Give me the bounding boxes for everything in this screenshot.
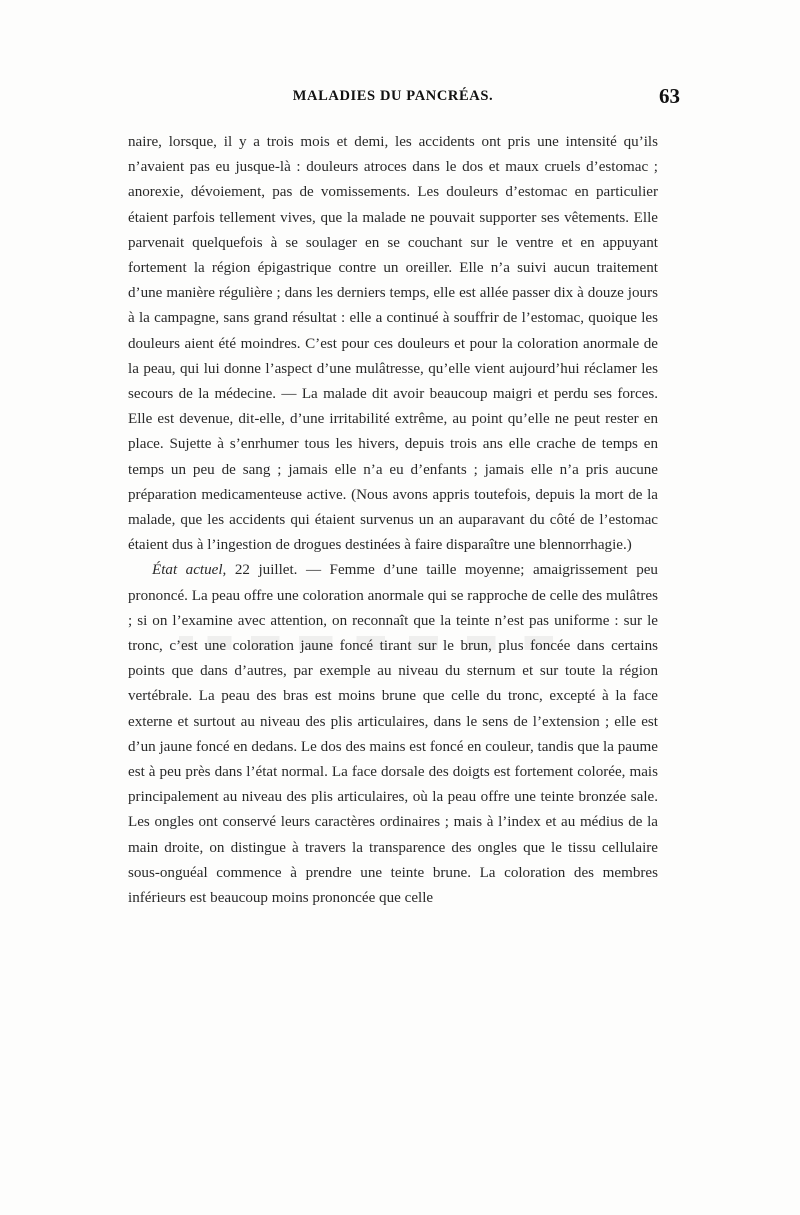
paragraph-2-text: 22 juillet. — Femme d’une taille moyenne; amaigrissement peu prononcé. La peau offre une coloration anormale qui se rapproche de celle des mulâtres ; si on l’examine avec attention, on reconnaît que la teinte n’est pas uniforme : sur le tronc, c’est une coloration jaune foncé tirant sur le brun, plus foncée dans certains points que dans d’autres, par exemple au niveau du sternum et sur toute la région vertébrale. La peau des bras est moins brune que celle du tronc, excepté à la face externe et surtout au niveau des plis articulaires, dans le sens de l’extension ; elle est d’un jaune foncé en dedans. Le dos des mains est foncé en couleur, tandis que la paume est à peu près dans l’état normal. La face dorsale des doigts est fortement colorée, mais principalement au niveau des plis articulaires, où la peau offre une teinte bronzée sale. Les ongles ont conservé leurs caractères ordinaires ; mais à l’index et au médius de la main droite, on distingue à travers la transparence des ongles que le tissu cellulaire sous-onguéal commence à prendre une teinte brune. La coloration des membres inférieurs est beaucoup moins prononcée que celle	[128, 562, 658, 907]
paragraph-1: naire, lorsque, il y a trois mois et demi, les accidents ont pris une intensité qu’ils n’avaient pas eu jusque-là : douleurs atroces dans le dos et maux cruels d’estomac ; anorexie, dévoiement, pas de vomissements. Les douleurs d’estomac en particulier étaient parfois tellement vives, que la malade ne pouvait supporter ses vêtements. Elle parvenait quelquefois à se soulager en se couchant sur le ventre et en appuyant fortement la région épigastrique contre un oreiller. Elle n’a suivi aucun traitement d’une manière régulière ; dans les derniers temps, elle est allée passer dix à douze jours à la campagne, sans grand résultat : elle a continué à souffrir de l’estomac, quoique les douleurs aient été moindres. C’est pour ces douleurs et pour la coloration anormale de la peau, qui lui donne l’aspect d’une mulâtresse, qu’elle vient aujourd’hui réclamer les secours de la médecine. — La malade dit avoir beaucoup maigri et perdu ses forces. Elle est devenue, dit-elle, d’une irritabilité extrême, au point qu’elle ne peut rester en place. Sujette à s’enrhumer tous les hivers, depuis trois ans elle crache de temps en temps un peu de sang ; jamais elle n’a eu d’enfants ; jamais elle n’a pris aucune préparation medicamenteuse active. (Nous avons appris toutefois, depuis la mort de la malade, que les accidents qui étaient survenus un an auparavant du côté de l’estomac étaient dus à l’ingestion de drogues destinées à faire disparaître une blennorrhagie.)	[128, 134, 658, 554]
page-content	[128, 84, 680, 911]
paragraph-2-italic-lead: État actuel,	[152, 562, 227, 579]
paragraph-2	[128, 558, 658, 911]
page-number: 63	[659, 84, 680, 108]
running-head: MALADIES DU PANCRÉAS.	[292, 88, 494, 104]
body-text	[128, 130, 658, 911]
page-header	[128, 84, 680, 114]
